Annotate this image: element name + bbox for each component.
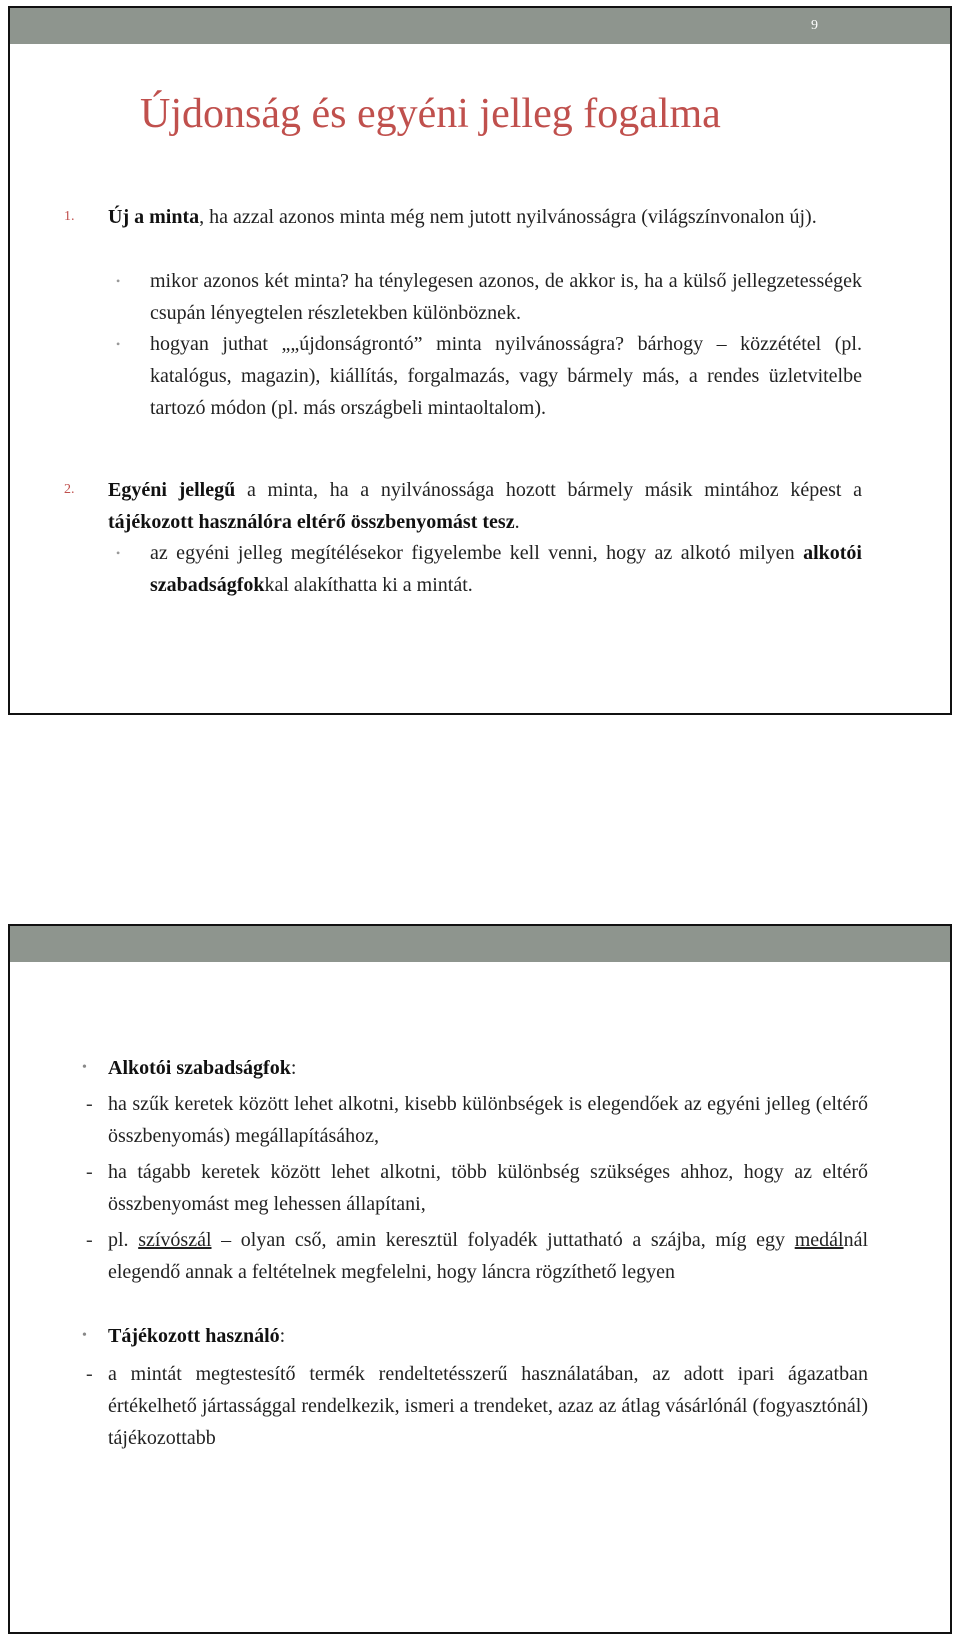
dash-text: ha szűk keretek között lehet alkotni, kisebb különbségek is elegendőek az egyéni jelleg (eltérő összbenyomás) megállapításához, — [108, 1093, 868, 1147]
bullet-icon: • — [82, 1060, 87, 1075]
item-text-end: . — [514, 511, 520, 533]
bullet-icon: • — [116, 546, 121, 560]
item-text: , ha azzal azonos minta még nem jutott nyilvánosságra (világszínvonalon új). — [199, 206, 817, 228]
slide-title: Újdonság és egyéni jelleg fogalma — [140, 91, 721, 137]
underlined-term: szívószál — [138, 1229, 212, 1251]
heading-item — [82, 1052, 868, 1084]
heading-tajekozott: Tájékozott használó — [108, 1325, 280, 1347]
dash-item — [86, 1224, 868, 1288]
bullet-icon: • — [116, 337, 121, 351]
dash-item — [86, 1088, 868, 1152]
dash-marker: - — [86, 1363, 93, 1385]
bullet-text: mikor azonos két minta? ha ténylegesen azonos, de akkor is, ha a külső jellegzetességek csupán lényegtelen részletekben különböznek. — [150, 270, 862, 324]
bullet-item — [116, 328, 862, 424]
dash-marker: - — [86, 1161, 93, 1183]
item-number: 2. — [64, 482, 75, 497]
heading-colon: : — [279, 1325, 286, 1347]
dash-text: a mintát megtestesítő termék rendeltetésszerű használatában, az adott ipari ágazatban értékelhető jártassággal rendelkezik, ismeri a trendeket, azaz az átlag vásárlónál (fogyasztónál) tájékozottabb — [108, 1363, 868, 1449]
item-bold: Új a minta — [108, 206, 200, 228]
item-bold: Egyéni jellegű — [108, 479, 236, 501]
item-bold-2: tájékozott használóra eltérő összbenyomást tesz — [108, 511, 515, 533]
item-number: 1. — [64, 209, 75, 224]
page-number: 9 — [811, 18, 818, 33]
dash-text: pl. — [108, 1229, 139, 1251]
bullet-text: hogyan juthat „„újdonságrontó” minta nyilvánosságra? bárhogy – közzététel (pl. katalógus, magazin), kiállítás, forgalmazás, vagy bármely más, a rendes üzletvitelbe tartozó módon (pl. más országbeli mintaoltalom). — [150, 333, 862, 419]
dash-marker: - — [86, 1093, 93, 1115]
dash-text: nál elegendő annak a feltételnek megfelelni, hogy láncra rögzíthető legyen — [108, 1229, 868, 1283]
item-text: a minta, ha a nyilvánossága hozott bármely másik mintához képest a — [235, 479, 863, 501]
bullet-item — [116, 265, 862, 329]
list-item-2 — [64, 474, 863, 538]
dash-marker: - — [86, 1229, 93, 1251]
slide-header-bar — [10, 8, 950, 44]
bullet-bold: alkotói szabadságfok — [150, 542, 862, 596]
dash-item — [86, 1358, 868, 1454]
dash-text: ha tágabb keretek között lehet alkotni, több különbség szükséges ahhoz, hogy az eltérő összbenyomást meg lehessen állapítani, — [108, 1161, 868, 1215]
dash-item — [86, 1156, 868, 1220]
bullet-item — [116, 537, 862, 601]
dash-text: – olyan cső, amin keresztül folyadék juttatható a szájba, míg egy — [211, 1229, 795, 1251]
underlined-term: medál — [794, 1229, 844, 1251]
bullet-text-end: kal alakíthatta ki a mintát. — [264, 574, 473, 596]
heading-colon: : — [290, 1057, 297, 1079]
bullet-icon: • — [116, 274, 121, 288]
bullet-icon: • — [82, 1328, 87, 1343]
slide-2 — [8, 924, 952, 1634]
bullet-text: az egyéni jelleg megítélésekor figyelembe kell venni, hogy az alkotó milyen — [150, 542, 804, 564]
heading-item — [82, 1320, 868, 1352]
heading-alkotoi: Alkotói szabadságfok — [108, 1057, 291, 1079]
list-item-1 — [64, 201, 862, 233]
slide-1 — [8, 6, 952, 715]
slide-header-bar — [10, 926, 950, 962]
